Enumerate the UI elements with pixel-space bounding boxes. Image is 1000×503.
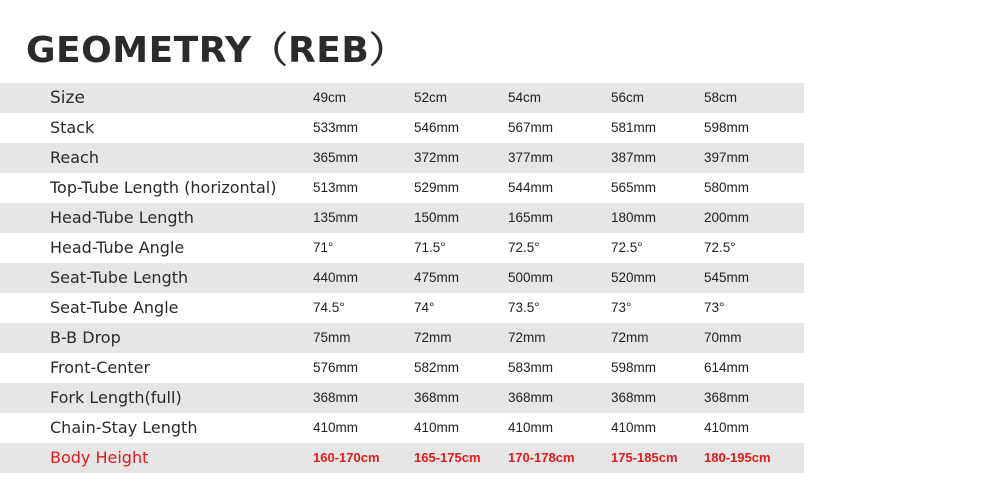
table-cell: 71.5°	[414, 240, 446, 255]
table-row	[0, 293, 804, 323]
table-cell: 365mm	[313, 150, 359, 165]
body-height-cell: 180-195cm	[704, 450, 771, 465]
table-cell: 74°	[414, 300, 435, 315]
row-label: B-B Drop	[50, 328, 121, 347]
body-height-cell: 165-175cm	[414, 450, 481, 465]
table-cell: 500mm	[508, 270, 554, 285]
table-cell: 73°	[704, 300, 725, 315]
table-cell: 74.5°	[313, 300, 345, 315]
table-cell: 387mm	[611, 150, 657, 165]
body-height-cell: 160-170cm	[313, 450, 380, 465]
row-label: Head-Tube Angle	[50, 238, 185, 257]
body-height-label: Body Height	[50, 448, 149, 467]
table-header-row	[0, 83, 804, 113]
table-cell: 583mm	[508, 360, 554, 375]
geometry-table	[0, 83, 804, 473]
table-row	[0, 173, 804, 203]
table-cell: 200mm	[704, 210, 750, 225]
table-row	[0, 233, 804, 263]
table-cell: 397mm	[704, 150, 750, 165]
table-cell: 75mm	[313, 330, 351, 345]
table-cell: 372mm	[414, 150, 460, 165]
table-row	[0, 353, 804, 383]
body-height-cell: 175-185cm	[611, 450, 678, 465]
table-cell: 580mm	[704, 180, 750, 195]
table-cell: 135mm	[313, 210, 359, 225]
row-label: Seat-Tube Angle	[50, 298, 179, 317]
table-cell: 70mm	[704, 330, 742, 345]
table-cell: 72.5°	[611, 240, 643, 255]
size-header-cell: 49cm	[313, 90, 347, 105]
table-row	[0, 263, 804, 293]
table-cell: 368mm	[414, 390, 460, 405]
row-label: Reach	[50, 148, 99, 167]
row-label: Chain-Stay Length	[50, 418, 198, 437]
table-cell: 545mm	[704, 270, 750, 285]
table-cell: 520mm	[611, 270, 657, 285]
table-cell: 368mm	[508, 390, 554, 405]
body-height-row	[0, 443, 804, 473]
table-cell: 513mm	[313, 180, 359, 195]
size-header-cell: 58cm	[704, 90, 738, 105]
table-cell: 368mm	[611, 390, 657, 405]
size-header-label: Size	[50, 88, 85, 108]
body-height-cell: 170-178cm	[508, 450, 575, 465]
row-label: Top-Tube Length (horizontal)	[50, 178, 277, 197]
table-cell: 582mm	[414, 360, 460, 375]
table-cell: 529mm	[414, 180, 460, 195]
table-cell: 180mm	[611, 210, 657, 225]
row-label: Seat-Tube Length	[50, 268, 189, 287]
size-header-cell: 56cm	[611, 90, 645, 105]
table-cell: 614mm	[704, 360, 750, 375]
table-cell: 410mm	[508, 420, 554, 435]
table-cell: 410mm	[414, 420, 460, 435]
table-cell: 368mm	[313, 390, 359, 405]
size-header-cell: 54cm	[508, 90, 542, 105]
table-cell: 73°	[611, 300, 632, 315]
table-row	[0, 143, 804, 173]
table-cell: 410mm	[313, 420, 359, 435]
table-cell: 544mm	[508, 180, 554, 195]
page-title: GEOMETRY（REB）	[26, 30, 406, 71]
table-cell: 598mm	[704, 120, 750, 135]
table-cell: 576mm	[313, 360, 359, 375]
table-cell: 567mm	[508, 120, 554, 135]
table-cell: 165mm	[508, 210, 554, 225]
table-cell: 72.5°	[704, 240, 736, 255]
table-cell: 72.5°	[508, 240, 540, 255]
table-cell: 565mm	[611, 180, 657, 195]
table-row	[0, 383, 804, 413]
table-cell: 150mm	[414, 210, 460, 225]
table-cell: 73.5°	[508, 300, 540, 315]
table-cell: 598mm	[611, 360, 657, 375]
table-row	[0, 203, 804, 233]
table-cell: 440mm	[313, 270, 359, 285]
size-header-cell: 52cm	[414, 90, 448, 105]
row-label: Front-Center	[50, 358, 151, 377]
table-cell: 72mm	[508, 330, 546, 345]
row-label: Fork Length(full)	[50, 388, 182, 407]
table-cell: 581mm	[611, 120, 657, 135]
table-cell: 72mm	[414, 330, 452, 345]
table-row	[0, 413, 804, 443]
table-cell: 533mm	[313, 120, 359, 135]
table-cell: 546mm	[414, 120, 460, 135]
table-cell: 475mm	[414, 270, 460, 285]
row-label: Stack	[50, 118, 95, 137]
table-cell: 410mm	[611, 420, 657, 435]
table-cell: 72mm	[611, 330, 649, 345]
row-label: Head-Tube Length	[50, 208, 194, 227]
table-cell: 71°	[313, 240, 334, 255]
table-cell: 410mm	[704, 420, 750, 435]
table-cell: 368mm	[704, 390, 750, 405]
table-row	[0, 323, 804, 353]
table-cell: 377mm	[508, 150, 554, 165]
table-row	[0, 113, 804, 143]
